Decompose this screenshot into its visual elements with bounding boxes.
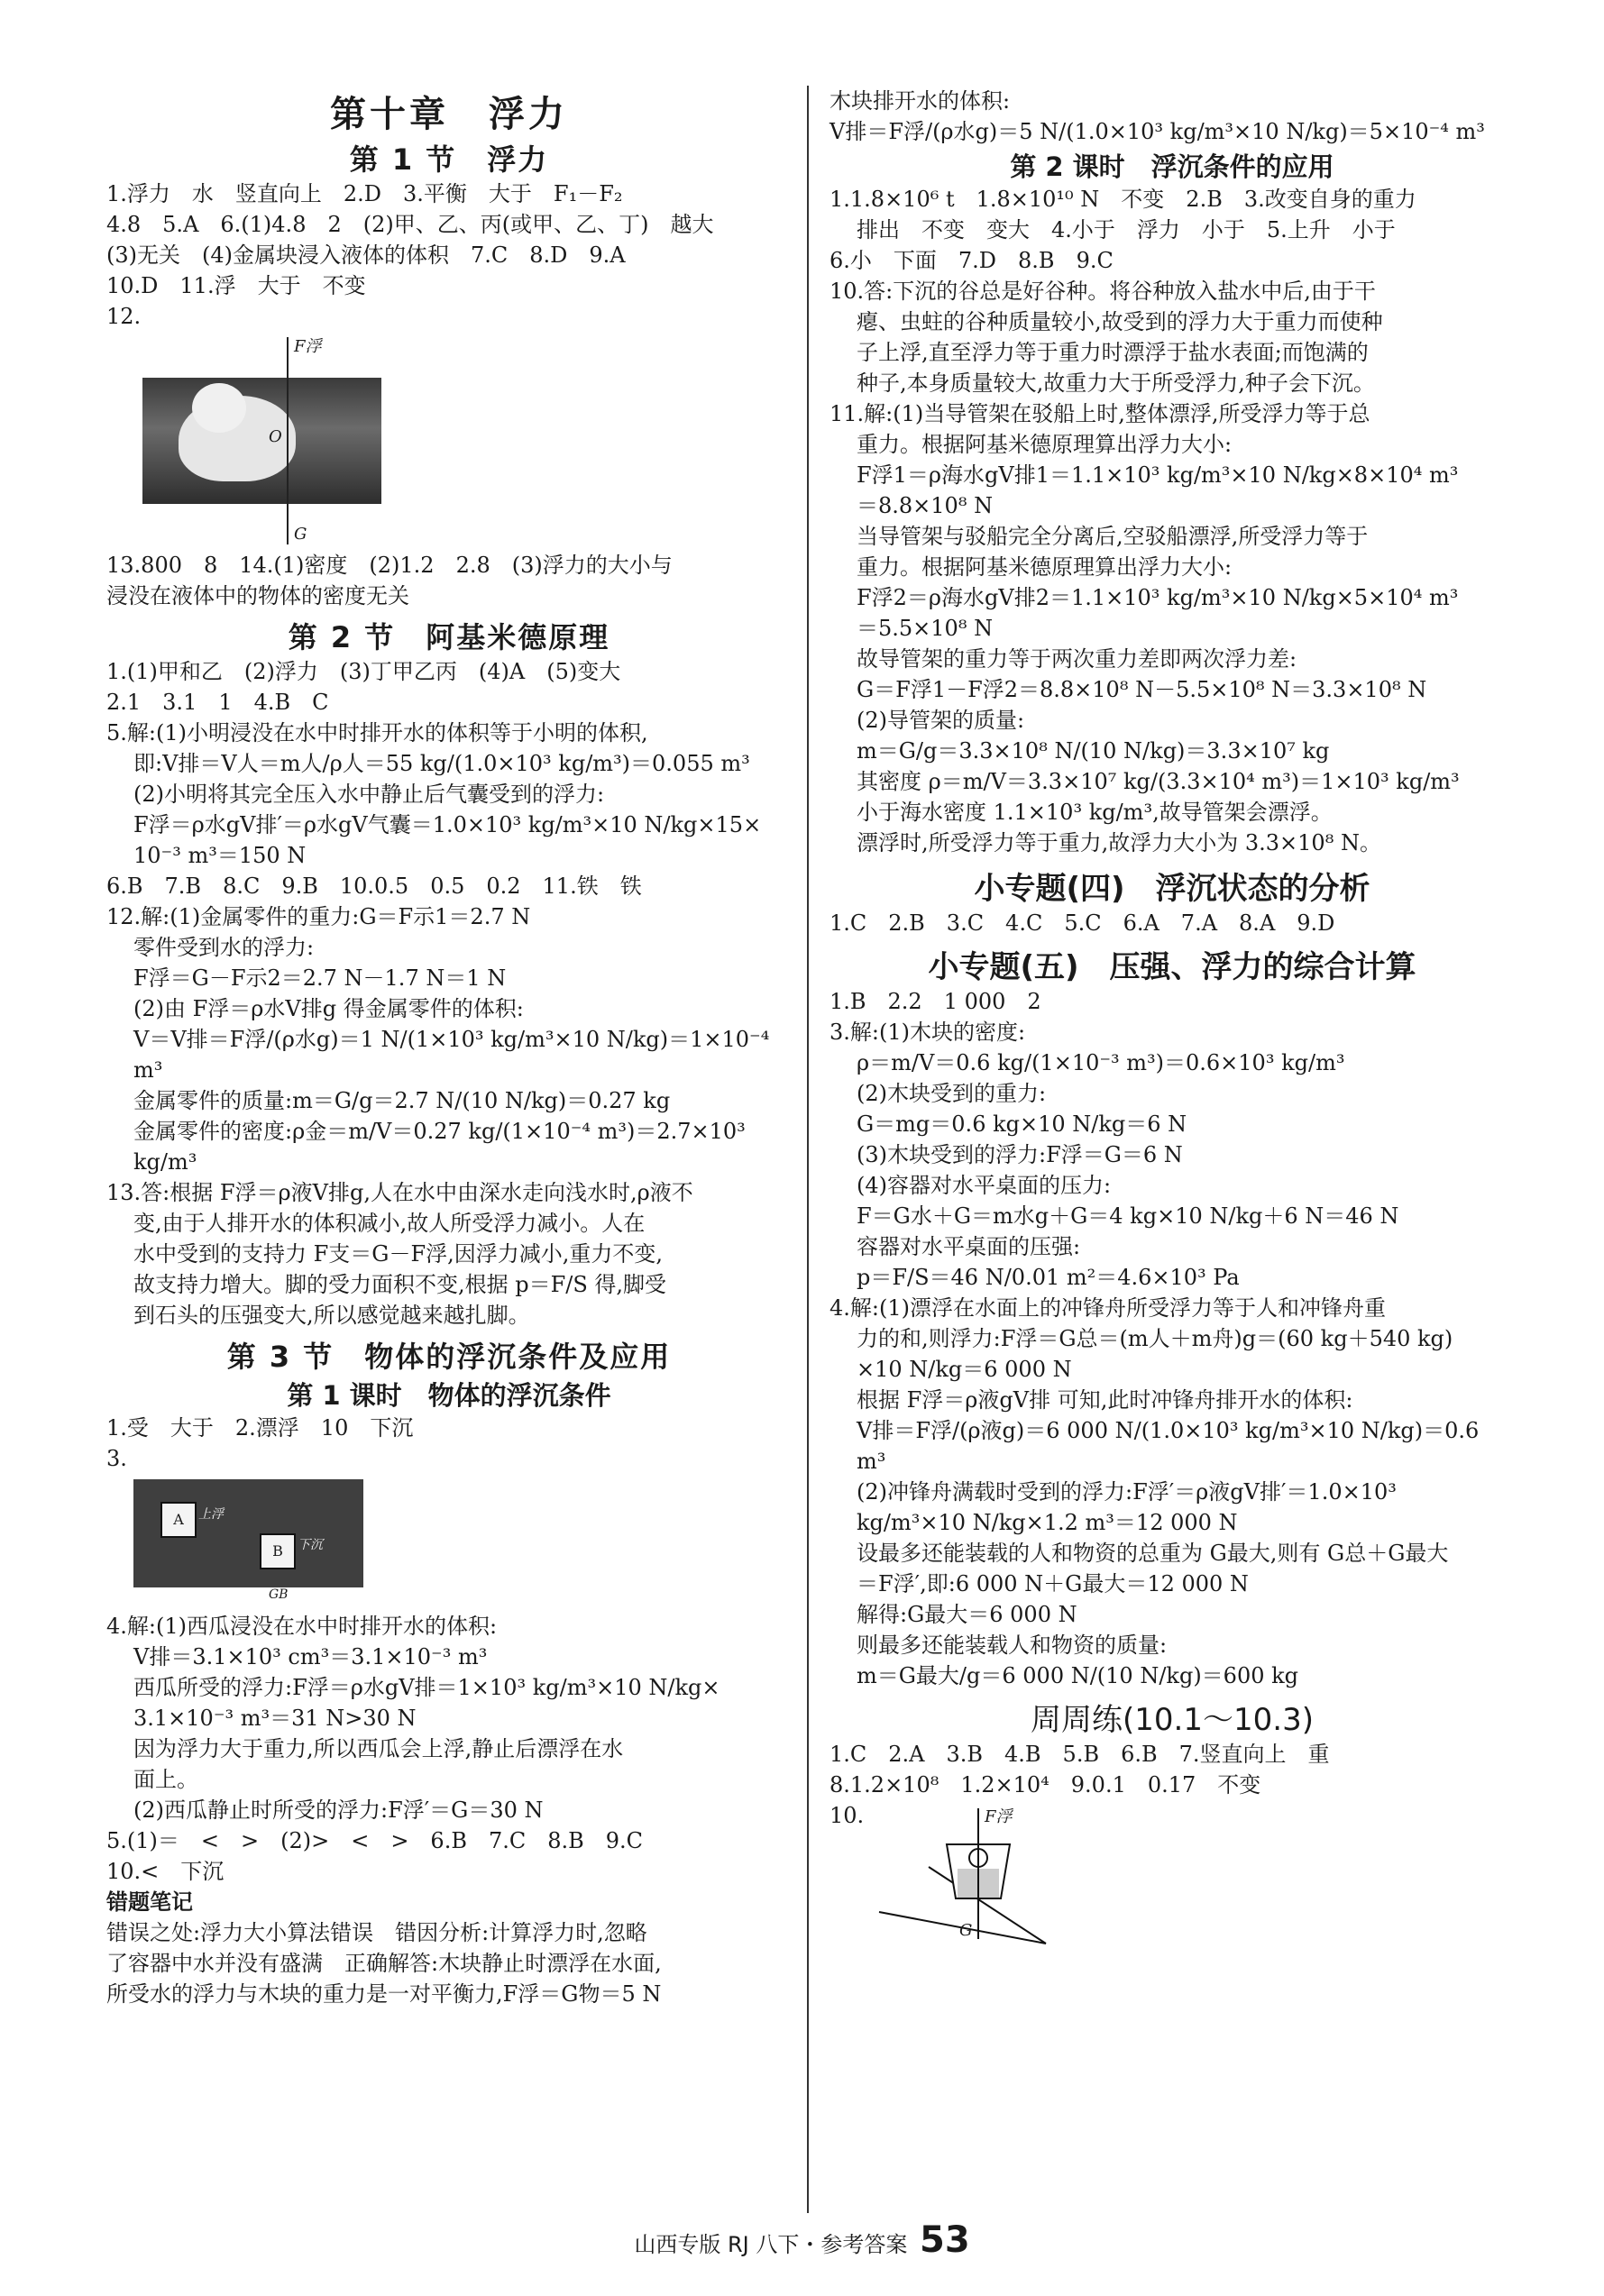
note-line: 所受水的浮力与木块的重力是一对平衡力,F浮＝G物＝5 N — [106, 1981, 662, 2007]
answer-line: p＝F/S＝46 N/0.01 m²＝4.6×10³ Pa — [857, 1265, 1240, 1290]
answer-line: 8.1.2×10⁸ 1.2×10⁴ 9.0.1 0.17 不变 — [829, 1772, 1261, 1797]
weekly-practice-title: 周周练(10.1～10.3) — [1031, 1702, 1314, 1738]
answer-line: F浮2＝ρ海水gV排2＝1.1×10³ kg/m³×10 N/kg×5×10⁴ m³ — [857, 585, 1459, 610]
answer-line: ＝5.5×10⁸ N — [857, 616, 994, 641]
water-tank-photo — [133, 1479, 363, 1587]
answer-line: 5.(1)＝ < > (2)> < > 6.B 7.C 8.B 9.C — [106, 1828, 644, 1853]
answer-line: 13.800 8 14.(1)密度 (2)1.2 2.8 (3)浮力的大小与 — [106, 553, 673, 578]
answer-line: 重力。根据阿基米德原理算出浮力大小: — [857, 554, 1233, 580]
answer-line: ρ＝m/V＝0.6 kg/(1×10⁻³ m³)＝0.6×10³ kg/m³ — [857, 1050, 1345, 1075]
answer-line: 10. — [829, 1803, 865, 1828]
block-a-label: A — [173, 1511, 184, 1528]
answer-line: 4.8 5.A 6.(1)4.8 2 (2)甲、乙、丙(或甲、乙、丁) 越大 — [106, 212, 714, 237]
origin-label: O — [269, 427, 282, 446]
answer-line: 3.解:(1)木块的密度: — [829, 1020, 1026, 1045]
answer-line: 则最多还能装载人和物资的质量: — [857, 1633, 1168, 1658]
answer-line: 故导管架的重力等于两次重力差即两次浮力差: — [857, 646, 1297, 672]
answer-line: 面上。 — [133, 1767, 198, 1792]
answer-line: 根据 F浮＝ρ液gV排 可知,此时冲锋舟排开水的体积: — [857, 1387, 1353, 1413]
answer-line: 5.解:(1)小明浸没在水中时排开水的体积等于小明的体积, — [106, 720, 648, 746]
answer-line: (3)木块受到的浮力:F浮＝G＝6 N — [857, 1142, 1183, 1167]
lesson-2-answers — [829, 184, 1515, 858]
answer-line: (2)由 F浮＝ρ水V排g 得金属零件的体积: — [133, 996, 524, 1021]
answer-line: 1.C 2.B 3.C 4.C 5.C 6.A 7.A 8.A 9.D — [829, 910, 1335, 936]
section-2-answers — [106, 656, 792, 1331]
block-b — [260, 1533, 296, 1569]
column-divider — [807, 86, 809, 2213]
answer-line: 12. — [106, 304, 142, 329]
answer-line: (2)小明将其完全压入水中静止后气囊受到的浮力: — [133, 782, 605, 807]
answer-line: 10⁻³ m³＝150 N — [133, 843, 307, 868]
note-line: 了容器中水并没有盛满 正确解答:木块静止时漂浮在水面, — [106, 1951, 662, 1976]
answer-line: 其密度 ρ＝m/V＝3.3×10⁷ kg/(3.3×10⁴ m³)＝1×10³ kg/m³ — [857, 769, 1460, 794]
answer-line: kg/m³×10 N/kg×1.2 m³＝12 000 N — [857, 1510, 1238, 1535]
answer-line: 子上浮,直至浮力等于重力时漂浮于盐水表面;而饱满的 — [857, 340, 1369, 365]
answer-line: 种子,本身质量较大,故重力大于所受浮力,种子会下沉。 — [857, 370, 1375, 396]
answer-line: 设最多还能装载的人和物资的总重为 G最大,则有 G总＋G最大 — [857, 1541, 1449, 1566]
answer-line: 排出 不变 变大 4.小于 浮力 小于 5.上升 小于 — [857, 217, 1396, 242]
answer-line: 到石头的压强变大,所以感觉越来越扎脚。 — [133, 1303, 530, 1328]
answer-line: 水中受到的支持力 F支＝G－F浮,因浮力减小,重力不变, — [133, 1241, 663, 1267]
answer-line: 即:V排＝V人＝m人/ρ人＝55 kg/(1.0×10³ kg/m³)＝0.055 m³ — [133, 751, 750, 776]
answer-line: G＝mg＝0.6 kg×10 N/kg＝6 N — [857, 1111, 1187, 1137]
answer-line: 小于海水密度 1.1×10³ kg/m³,故导管架会漂浮。 — [857, 800, 1333, 825]
buoyancy-label: F浮 — [985, 1807, 1013, 1826]
answer-line: V＝V排＝F浮/(ρ水g)＝1 N/(1×10³ kg/m³×10 N/kg)＝1×10⁻⁴ m³ — [133, 1027, 776, 1083]
answer-line: G＝F浮1－F浮2＝8.8×10⁸ N－5.5×10⁸ N＝3.3×10⁸ N — [857, 677, 1427, 702]
error-note-title: 错题笔记 — [106, 1889, 193, 1915]
answer-line: 10.D 11.浮 大于 不变 — [106, 273, 366, 298]
answer-line: m＝G/g＝3.3×10⁸ N/(10 N/kg)＝3.3×10⁷ kg — [857, 738, 1330, 764]
answer-line: F浮1＝ρ海水gV排1＝1.1×10³ kg/m³×10 N/kg×8×10⁴ m³ — [857, 462, 1459, 488]
answer-line: 13.答:根据 F浮＝ρ液V排g,人在水中由深水走向浅水时,ρ液不 — [106, 1180, 693, 1205]
answer-line: (2)西瓜静止时所受的浮力:F浮′＝G＝30 N — [133, 1797, 544, 1823]
answer-line: 漂浮时,所受浮力等于重力,故浮力大小为 3.3×10⁸ N。 — [857, 830, 1381, 855]
answer-line: V排＝F浮/(ρ水g)＝5 N/(1.0×10³ kg/m³×10 N/kg)＝5×10⁻⁴ m³ — [829, 119, 1485, 144]
force-line — [287, 337, 289, 544]
buoyancy-label: F浮 — [294, 337, 322, 356]
answer-line: 10.< 下沉 — [106, 1859, 225, 1884]
answer-line: 1.浮力 水 竖直向上 2.D 3.平衡 大于 F₁－F₂ — [106, 181, 623, 206]
section-1-title: 第 1 节 浮力 — [349, 142, 549, 177]
answer-line: 当导管架与驳船完全分离后,空驳船漂浮,所受浮力等于 — [857, 524, 1369, 549]
topic-5-title: 小专题(五) 压强、浮力的综合计算 — [928, 949, 1416, 985]
footer-text: 山西专版 RJ 八下・参考答案 — [634, 2232, 908, 2257]
answer-line: 力的和,则浮力:F浮＝G总＝(m人＋m舟)g＝(60 kg＋540 kg) — [857, 1326, 1453, 1351]
page-footer — [0, 2219, 1604, 2261]
note-line: 错误之处:浮力大小算法错误 错因分析:计算浮力时,忽略 — [106, 1920, 647, 1945]
topic-4-title: 小专题(四) 浮沉状态的分析 — [974, 871, 1370, 907]
gravity-label: G — [959, 1921, 973, 1940]
answer-line: 1.C 2.A 3.B 4.B 5.B 6.B 7.竖直向上 重 — [829, 1742, 1330, 1767]
answer-line: 4.解:(1)西瓜浸没在水中时排开水的体积: — [106, 1614, 498, 1639]
answer-line: 10.答:下沉的谷总是好谷种。将谷种放入盐水中后,由于干 — [829, 279, 1376, 304]
duck-force-figure — [142, 337, 792, 544]
left-column — [106, 86, 792, 2009]
answer-line: F浮＝ρ水gV排′＝ρ水gV气囊＝1.0×10³ kg/m³×10 N/kg×15× — [133, 812, 762, 837]
answer-line: 1.受 大于 2.漂浮 10 下沉 — [106, 1415, 414, 1441]
right-column — [829, 86, 1515, 1953]
answer-line: 4.解:(1)漂浮在水面上的冲锋舟所受浮力等于人和冲锋舟重 — [829, 1295, 1386, 1321]
answer-line: 重力。根据阿基米德原理算出浮力大小: — [857, 432, 1233, 457]
answer-line: 1.1.8×10⁶ t 1.8×10¹⁰ N 不变 2.B 3.改变自身的重力 — [829, 187, 1416, 212]
answer-line: m＝G最大/g＝6 000 N/(10 N/kg)＝600 kg — [857, 1663, 1299, 1688]
block-a — [160, 1502, 197, 1538]
answer-line: F浮＝G－F示2＝2.7 N－1.7 N＝1 N — [133, 965, 507, 991]
answer-line: 容器对水平桌面的压强: — [857, 1234, 1081, 1259]
gravity-b-label: GB — [269, 1587, 289, 1602]
answer-line: V排＝3.1×10³ cm³＝3.1×10⁻³ m³ — [133, 1644, 488, 1669]
answer-line: 6.小 下面 7.D 8.B 9.C — [829, 248, 1114, 273]
sink-label: 下沉 — [298, 1538, 323, 1552]
section-1-answers — [106, 178, 792, 332]
answer-line: 1.B 2.2 1 000 2 — [829, 989, 1041, 1014]
blocks-figure — [133, 1479, 792, 1605]
answer-line: (2)木块受到的重力: — [857, 1081, 1047, 1106]
answer-line: 浸没在液体中的物体的密度无关 — [106, 583, 409, 608]
answer-line: 3. — [106, 1446, 127, 1471]
answer-line: (4)容器对水平桌面的压力: — [857, 1173, 1112, 1198]
lesson-2-title: 第 2 课时 浮沉条件的应用 — [1010, 151, 1334, 182]
answer-line: 零件受到水的浮力: — [133, 935, 315, 960]
float-up-label: 上浮 — [198, 1507, 224, 1522]
answer-line: ＝8.8×10⁸ N — [857, 493, 994, 518]
section-2-title: 第 2 节 阿基米德原理 — [288, 620, 610, 654]
topic-5-answers — [829, 986, 1515, 1691]
answer-line: 西瓜所受的浮力:F浮＝ρ水gV排＝1×10³ kg/m³×10 N/kg× — [133, 1675, 720, 1700]
answer-line: 木块排开水的体积: — [829, 88, 1011, 114]
duck-head-shape — [192, 383, 246, 433]
answer-line: 因为浮力大于重力,所以西瓜会上浮,静止后漂浮在水 — [133, 1736, 624, 1761]
answer-line: (2)冲锋舟满载时受到的浮力:F浮′＝ρ液gV排′＝1.0×10³ — [857, 1479, 1397, 1505]
answer-line: 金属零件的质量:m＝G/g＝2.7 N/(10 N/kg)＝0.27 kg — [133, 1088, 671, 1113]
answer-line: 变,由于人排开水的体积减小,故人所受浮力减小。人在 — [133, 1211, 646, 1236]
answer-line: ×10 N/kg＝6 000 N — [857, 1357, 1072, 1382]
answer-line: F＝G水＋G＝m水g＋G＝4 kg×10 N/kg＋6 N＝46 N — [857, 1203, 1399, 1229]
section-3-subtitle: 第 1 课时 物体的浮沉条件 — [287, 1380, 611, 1411]
answer-line: V排＝F浮/(ρ液g)＝6 000 N/(1.0×10³ kg/m³×10 N/kg)＝0.6 m³ — [857, 1418, 1486, 1474]
answer-line: 6.B 7.B 8.C 9.B 10.0.5 0.5 0.2 11.铁 铁 — [106, 874, 642, 899]
answer-line: 1.(1)甲和乙 (2)浮力 (3)丁甲乙丙 (4)A (5)变大 — [106, 659, 621, 684]
gravity-label: G — [294, 525, 307, 544]
duck-photo — [142, 378, 381, 504]
section-3-title: 第 3 节 物体的浮沉条件及应用 — [226, 1340, 672, 1374]
answer-line: 2.1 3.1 1 4.B C — [106, 690, 329, 715]
page-number: 53 — [919, 2219, 970, 2261]
answer-line: ＝F浮′,即:6 000 N＋G最大＝12 000 N — [857, 1571, 1249, 1596]
answer-line: 12.解:(1)金属零件的重力:G＝F示1＝2.7 N — [106, 904, 531, 929]
answer-line: (3)无关 (4)金属块浸入液体的体积 7.C 8.D 9.A — [106, 242, 626, 268]
chapter-title: 第十章 浮力 — [330, 94, 568, 135]
block-b-label: B — [272, 1542, 283, 1560]
answer-line: 11.解:(1)当导管架在驳船上时,整体漂浮,所受浮力等于总 — [829, 401, 1370, 426]
answer-line: 瘪、虫蛀的谷种质量较小,故受到的浮力大于重力而使种 — [857, 309, 1383, 334]
answer-line: 金属零件的密度:ρ金＝m/V＝0.27 kg/(1×10⁻⁴ m³)＝2.7×10³ kg/m³ — [133, 1119, 753, 1175]
answer-line: 解得:G最大＝6 000 N — [857, 1602, 1077, 1627]
answer-line: 故支持力增大。脚的受力面积不变,根据 p＝F/S 得,脚受 — [133, 1272, 667, 1297]
answer-line: (2)导管架的质量: — [857, 708, 1025, 733]
incline-force-figure — [875, 1804, 1055, 1948]
answer-line: 3.1×10⁻³ m³＝31 N>30 N — [133, 1706, 417, 1731]
